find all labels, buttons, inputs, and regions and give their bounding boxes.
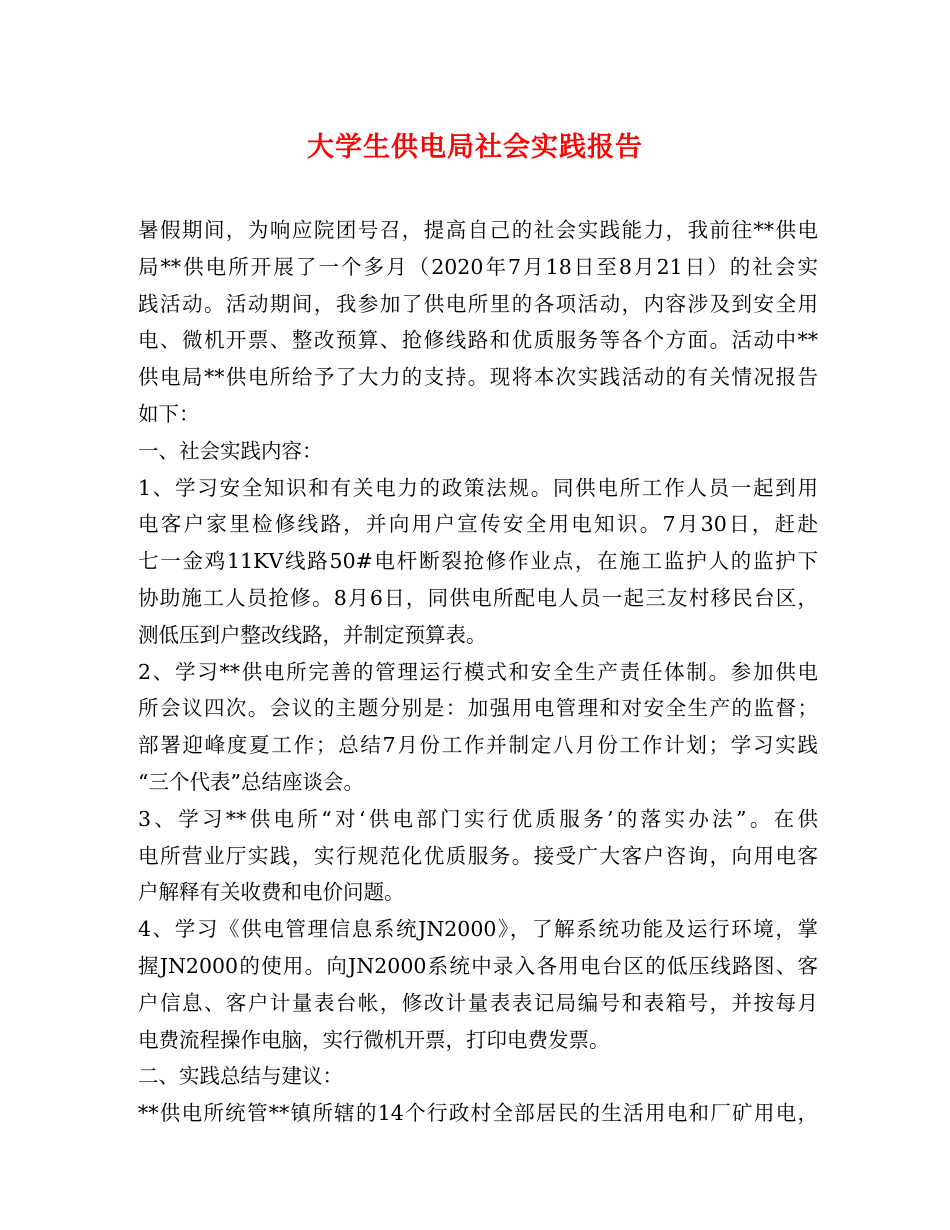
paragraph-line: 1、学习安全知识和有关电力的政策法规。同供电所工作人员一起到用: [138, 475, 818, 500]
paragraph-line: 如下：: [138, 401, 200, 426]
paragraph-line: 电所营业厅实践，实行规范化优质服务。接受广大客户咨询，向用电客: [138, 843, 818, 868]
paragraph-line: 协助施工人员抢修。8月6日，同供电所配电人员一起三友村移民台区，: [138, 585, 818, 610]
paragraph-line: 践活动。活动期间，我参加了供电所里的各项活动，内容涉及到安全用: [138, 291, 818, 316]
paragraph-line: 户解释有关收费和电价问题。: [138, 880, 405, 905]
paragraph-line: 2、学习**供电所完善的管理运行模式和安全生产责任体制。参加供电: [138, 659, 818, 684]
paragraph-line: 暑假期间，为响应院团号召，提高自己的社会实践能力，我前往**供电: [138, 218, 818, 242]
paragraph-line: 户信息、客户计量表台帐，修改计量表表记局编号和表箱号，并按每月: [138, 990, 818, 1015]
paragraph-line: 局**供电所开展了一个多月（2020年7月18日至8月21日）的社会实: [138, 254, 818, 279]
paragraph-line: “三个代表”总结座谈会。: [138, 769, 364, 794]
paragraph-line: 供电局**供电所给予了大力的支持。现将本次实践活动的有关情况报告: [138, 365, 818, 390]
paragraph-line: 握JN2000的使用。向JN2000系统中录入各用电台区的低压线路图、客: [138, 953, 818, 978]
document-title: 大学生供电局社会实践报告: [307, 132, 643, 163]
paragraph-line: 测低压到户整改线路，并制定预算表。: [138, 622, 487, 647]
paragraph-line: 所会议四次。会议的主题分别是：加强用电管理和对安全生产的监督；: [138, 696, 818, 721]
paragraph-line: 电客户家里检修线路，并向用户宣传安全用电知识。7月30日，赶赴: [138, 512, 818, 537]
section-heading: 一、社会实践内容：: [138, 438, 323, 463]
section-heading: 二、实践总结与建议：: [138, 1064, 343, 1089]
document-body: [138, 212, 818, 1132]
paragraph-line: 3、学习**供电所“对‘供电部门实行优质服务’的落实办法”。在供: [138, 806, 818, 831]
paragraph-line: **供电所统管**镇所辖的14个行政村全部居民的生活用电和厂矿用电，: [138, 1101, 818, 1126]
paragraph-line: 电、微机开票、整改预算、抢修线路和优质服务等各个方面。活动中**: [138, 328, 818, 353]
paragraph-line: 部署迎峰度夏工作；总结7月份工作并制定八月份工作计划；学习实践: [138, 733, 818, 758]
paragraph-line: 4、学习《供电管理信息系统JN2000》，了解系统功能及运行环境，掌: [138, 917, 818, 942]
paragraph-line: 电费流程操作电脑，实行微机开票，打印电费发票。: [138, 1027, 610, 1052]
paragraph-line: 七一金鸡11KV线路50#电杆断裂抢修作业点，在施工监护人的监护下: [138, 549, 818, 574]
